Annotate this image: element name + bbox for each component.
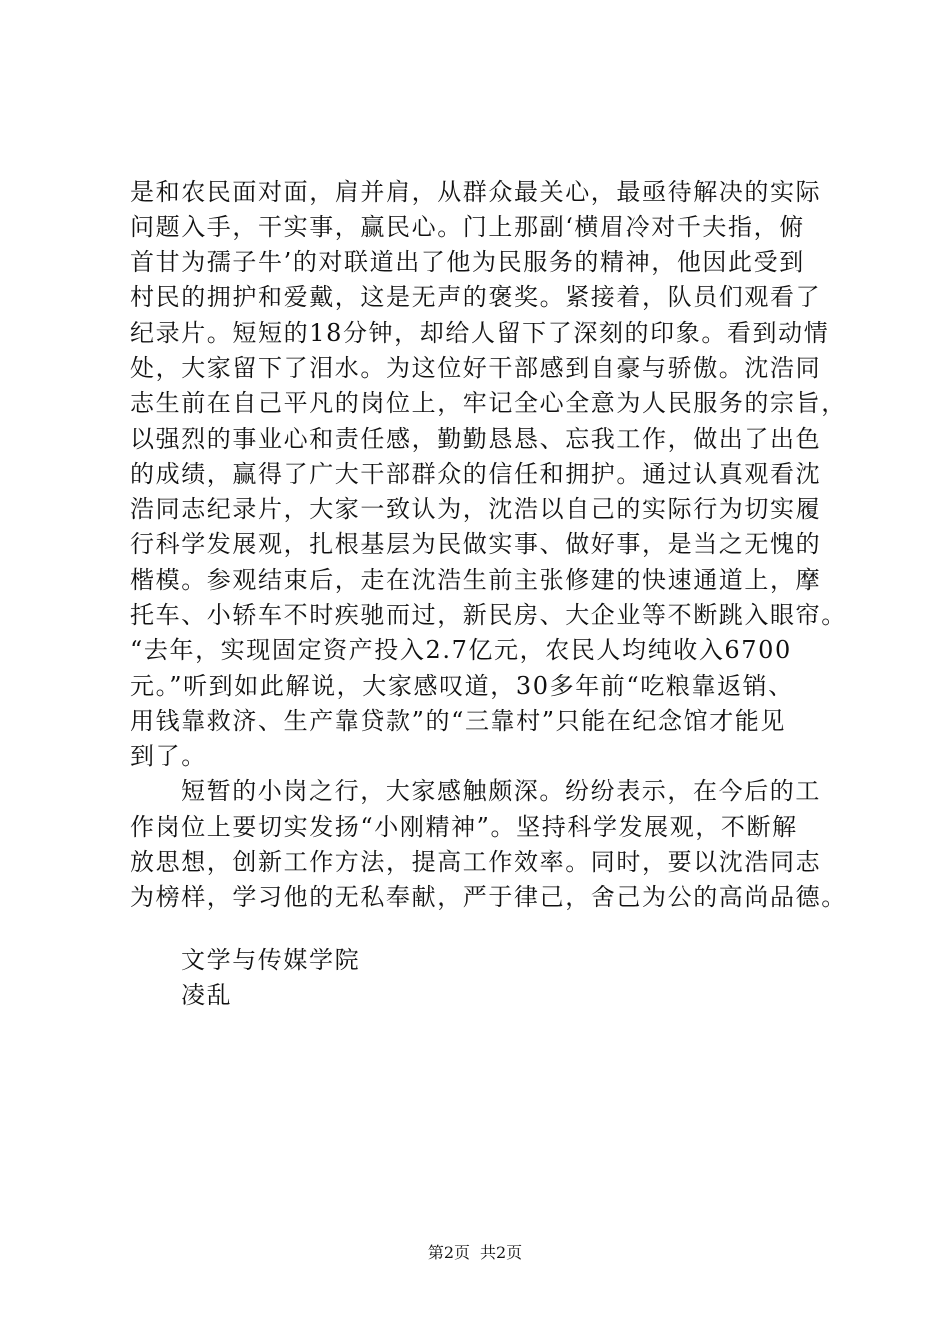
paragraph-line: 放思想，创新工作方法，提高工作效率。同时，要以沈浩同志: [130, 848, 822, 876]
paragraph-line: 问题入手，干实事，赢民心。门上那副‘横眉冷对千夫指，俯: [130, 213, 805, 241]
paragraph-line: 托车、小轿车不时疾驰而过，新民房、大企业等不断跳入眼帘。: [130, 601, 847, 629]
signature-author: 凌乱: [181, 981, 233, 1009]
signature-organization: 文学与传媒学院: [181, 946, 361, 974]
paragraph-line: 以强烈的事业心和责任感，勤勤恳恳、忘我工作，做出了出色: [130, 425, 822, 453]
paragraph-line: 浩同志纪录片，大家一致认为，沈浩以自己的实际行为切实履: [130, 495, 822, 523]
paragraph-line: 村民的拥护和爱戴，这是无声的褒奖。紧接着，队员们观看了: [130, 283, 822, 311]
paragraph-line: 是和农民面对面，肩并肩，从群众最关心，最亟待解决的实际: [130, 178, 822, 206]
paragraph-line: 用钱靠救济、生产靠贷款”的“三靠村”只能在纪念馆才能见: [130, 707, 787, 735]
paragraph-line: 元。”听到如此解说，大家感叹道，30多年前“吃粮靠返销、: [130, 672, 794, 700]
paragraph-line: 的成绩，赢得了广大干部群众的信任和拥护。通过认真观看沈: [130, 460, 822, 488]
page-number: 第2页: [427, 1243, 470, 1262]
page-total: 共2页: [480, 1243, 523, 1262]
paragraph-line: 志生前在自己平凡的岗位上，牢记全心全意为人民服务的宗旨，: [130, 389, 847, 417]
paragraph-line: 为榜样，学习他的无私奉献，严于律己，舍己为公的高尚品德。: [130, 883, 847, 911]
page-footer: [0, 1243, 950, 1263]
paragraph-line: 处，大家留下了泪水。为这位好干部感到自豪与骄傲。沈浩同: [130, 354, 822, 382]
paragraph-line: 行科学发展观，扎根基层为民做实事、做好事，是当之无愧的: [130, 530, 822, 558]
paragraph-line: 楷模。参观结束后，走在沈浩生前主张修建的快速通道上，摩: [130, 566, 822, 594]
paragraph-line: 首甘为孺子牛’的对联道出了他为民服务的精神，他因此受到: [130, 248, 805, 276]
paragraph-line: 到了。: [130, 742, 207, 770]
paragraph-line: “去年，实现固定资产投入2.7亿元，农民人均纯收入6700: [130, 636, 792, 664]
paragraph-line: 作岗位上要切实发扬“小刚精神”。坚持科学发展观，不断解: [130, 813, 798, 841]
paragraph-line: 纪录片。短短的18分钟，却给人留下了深刻的印象。看到动情: [130, 319, 830, 347]
paragraph-line: 短暂的小岗之行，大家感触颇深。纷纷表示，在今后的工: [181, 777, 821, 805]
